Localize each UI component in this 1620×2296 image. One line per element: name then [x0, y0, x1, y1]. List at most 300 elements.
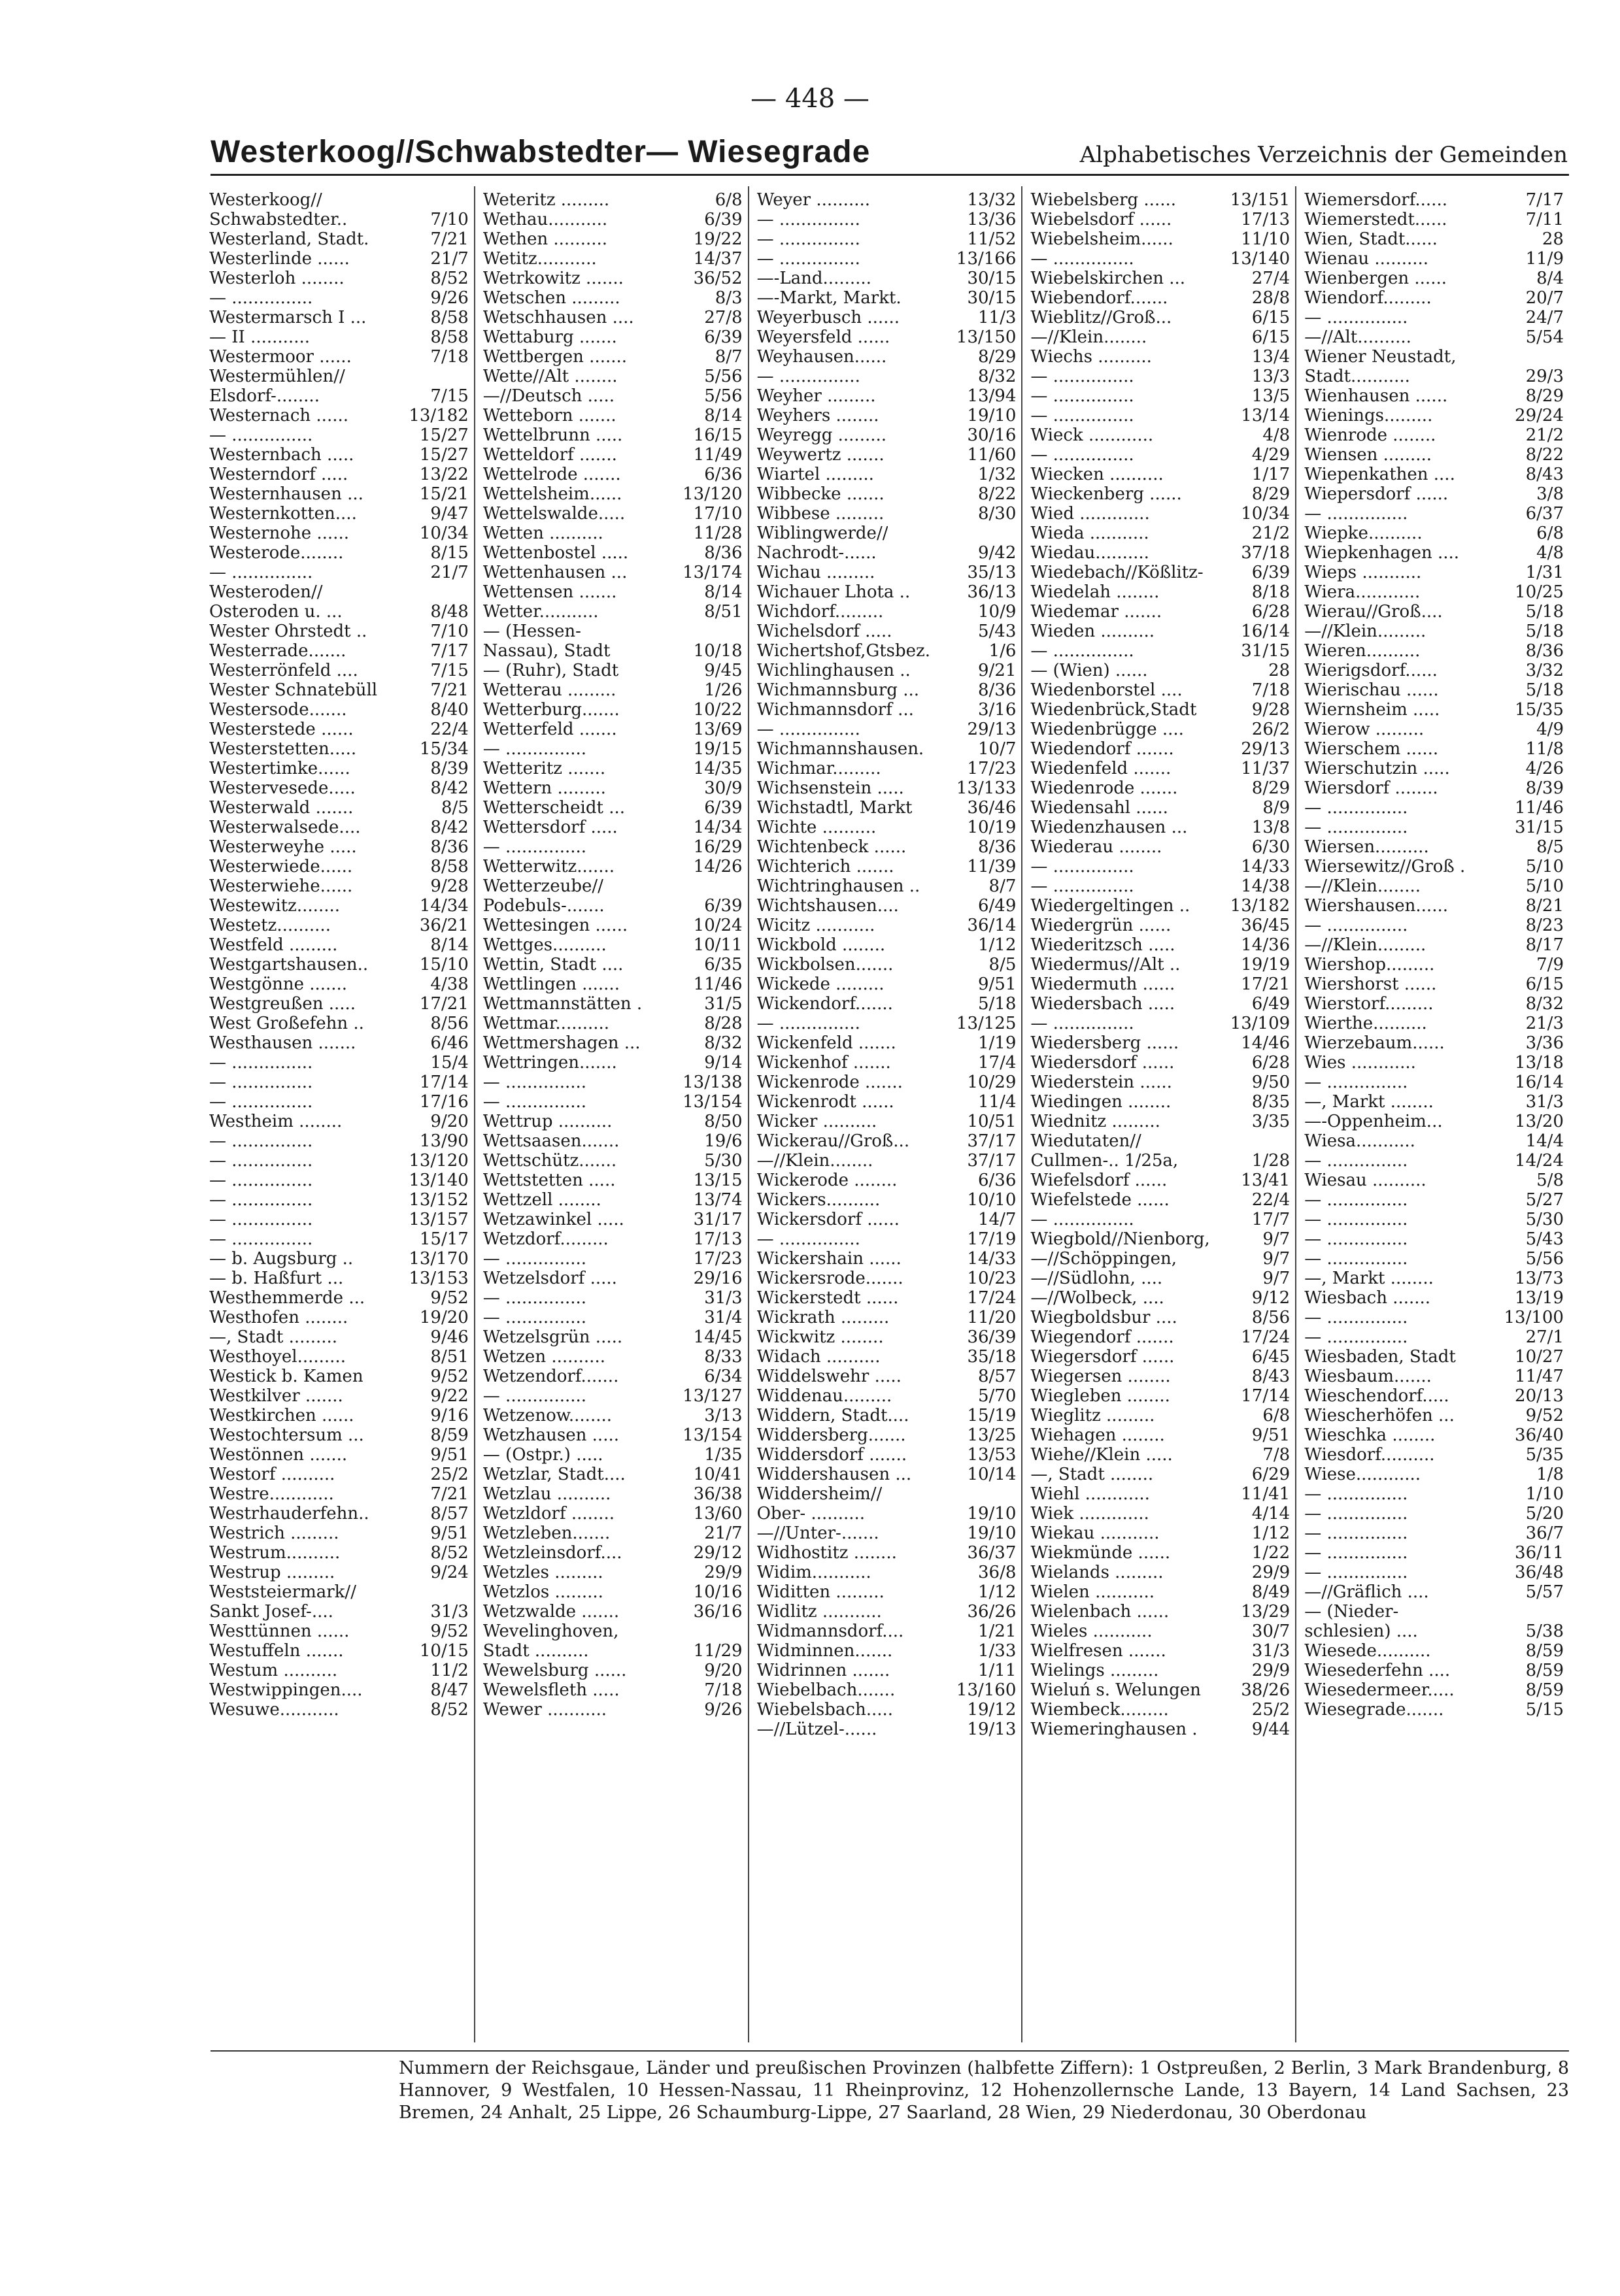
entry-code: 5/10 [1525, 876, 1564, 896]
index-entry [209, 1190, 469, 1210]
index-entry [483, 229, 743, 249]
entry-name: Wettaburg ....... [482, 327, 617, 347]
entry-code: 20/7 [1525, 288, 1564, 308]
entry-name: — ............... [756, 249, 860, 269]
entry-code: 6/8 [715, 190, 743, 210]
index-entry [1304, 1190, 1564, 1210]
entry-name: Wewelsfleth ..... [482, 1680, 620, 1700]
entry-name: Wiegersen ........ [1030, 1367, 1171, 1386]
entry-name: Westuffeln ....... [209, 1641, 344, 1661]
entry-name: Westre............ [209, 1484, 334, 1504]
entry-code: 9/44 [1251, 1720, 1291, 1739]
entry-name: —//Klein........ [756, 1151, 873, 1171]
index-entry [209, 778, 469, 798]
index-entry [1304, 1327, 1564, 1347]
entry-code [739, 876, 743, 896]
entry-name: —, Stadt ........ [1030, 1465, 1154, 1484]
index-entry [209, 1484, 469, 1504]
index-entry [757, 1622, 1017, 1641]
index-entry [483, 1661, 743, 1680]
entry-code: 17/19 [967, 1229, 1017, 1249]
entry-name: Wickenfeld ....... [756, 1033, 896, 1053]
entry-name: — ............... [482, 1073, 587, 1092]
index-entry [757, 288, 1017, 308]
entry-code: 9/52 [430, 1367, 469, 1386]
entry-code: 14/7 [978, 1210, 1017, 1229]
entry-code: 13/150 [956, 327, 1017, 347]
entry-code: 5/10 [1525, 857, 1564, 876]
entry-code: 8/9 [1262, 798, 1291, 818]
index-entry [757, 1151, 1017, 1171]
entry-name: Wiedenfeld ....... [1030, 759, 1172, 778]
entry-name: Westerode........ [209, 543, 344, 563]
entry-code: 13/166 [956, 249, 1017, 269]
index-entry [1030, 1425, 1290, 1445]
entry-name: Wiesbaum....... [1304, 1367, 1432, 1386]
index-entry [209, 1171, 469, 1190]
entry-code: 6/36 [704, 465, 743, 484]
entry-name: — ............... [1030, 876, 1134, 896]
entry-name: — ............... [1304, 1229, 1408, 1249]
entry-code: 1/10 [1525, 1484, 1564, 1504]
entry-code: 13/73 [1515, 1269, 1564, 1288]
entry-code: 14/34 [419, 896, 469, 916]
index-entry [1030, 857, 1290, 876]
entry-name: —//Lützel-...... [756, 1720, 877, 1739]
index-entry [1304, 269, 1564, 288]
index-entry [209, 661, 469, 680]
entry-code: 8/57 [430, 1504, 469, 1523]
entry-name: Wiek ............. [1030, 1504, 1149, 1523]
index-entry [1030, 229, 1290, 249]
entry-code: 6/39 [704, 210, 743, 229]
entry-name: Wicitz ........... [756, 916, 875, 935]
index-entry [757, 955, 1017, 974]
entry-name: Wettmar.......... [482, 1014, 610, 1033]
entry-name: Wied ............. [1030, 504, 1150, 524]
entry-name: West Großefehn .. [209, 1014, 364, 1033]
index-entry [483, 1269, 743, 1288]
entry-name: Wiesedermeer..... [1304, 1680, 1455, 1700]
entry-code [465, 1582, 469, 1602]
index-entry [483, 504, 743, 524]
entry-name: Wethau........... [482, 210, 608, 229]
index-entry [483, 857, 743, 876]
index-entry [483, 1092, 743, 1112]
entry-name: Wielings ......... [1030, 1661, 1159, 1680]
index-entry [1030, 1308, 1290, 1327]
index-entry [483, 837, 743, 857]
entry-name: Widitten ......... [756, 1582, 885, 1602]
entry-name: Westtünnen ...... [209, 1622, 350, 1641]
entry-code: 11/20 [967, 1308, 1017, 1327]
entry-code: 8/58 [430, 857, 469, 876]
entry-name: —//Südlohn, .... [1030, 1269, 1163, 1288]
entry-name: Westochtersum ... [209, 1425, 364, 1445]
entry-name: Wiedersbach ..... [1030, 994, 1175, 1014]
index-entry [209, 1425, 469, 1445]
index-entry [1030, 1504, 1290, 1523]
index-entry [1304, 1347, 1564, 1367]
entry-name: — ............... [1304, 1308, 1408, 1327]
entry-name: Wettringen....... [482, 1053, 617, 1073]
entry-code: 9/26 [430, 288, 469, 308]
entry-code: 8/29 [1251, 778, 1291, 798]
entry-code: 22/4 [1251, 1190, 1291, 1210]
entry-name: — ............... [756, 1014, 860, 1033]
entry-name: Wieck ............ [1030, 425, 1154, 445]
entry-name: Wiederitzsch ..... [1030, 935, 1175, 955]
index-entry [209, 1563, 469, 1582]
index-entry [757, 1386, 1017, 1406]
entry-name: Westum .......... [209, 1661, 338, 1680]
entry-code: 8/51 [430, 1347, 469, 1367]
index-entry [483, 1504, 743, 1523]
entry-code: 7/18 [704, 1680, 743, 1700]
index-entry [1304, 994, 1564, 1014]
entry-code: 7/15 [430, 661, 469, 680]
entry-code: 3/36 [1525, 1033, 1564, 1053]
entry-name: Wetzwalde ....... [482, 1602, 620, 1622]
entry-name: Wierigsdorf...... [1304, 661, 1438, 680]
entry-code: 9/20 [430, 1112, 469, 1131]
index-entry [757, 524, 1017, 543]
index-entry [1304, 190, 1564, 210]
entry-name: Wiedenborstel .... [1030, 680, 1183, 700]
entry-code: 13/120 [683, 484, 743, 504]
entry-name: —//Klein........ [1030, 327, 1147, 347]
index-entry [757, 425, 1017, 445]
entry-code: 5/18 [1525, 680, 1564, 700]
entry-name: Wielenbach ...... [1030, 1602, 1170, 1622]
entry-name: Westervesede..... [209, 778, 356, 798]
entry-code: 10/41 [693, 1465, 743, 1484]
entry-code: 10/27 [1515, 1347, 1564, 1367]
index-entry [1304, 1288, 1564, 1308]
index-entry [209, 700, 469, 720]
entry-code: 29/9 [1251, 1661, 1291, 1680]
entry-name: Westick b. Kamen [209, 1367, 363, 1386]
entry-code: 9/16 [430, 1406, 469, 1425]
entry-name: Wierischau ...... [1304, 680, 1439, 700]
entry-code: 11/60 [967, 445, 1017, 465]
entry-name: Wiedenzhausen ... [1030, 818, 1188, 837]
index-entry [483, 1347, 743, 1367]
entry-code: 6/29 [1251, 1465, 1291, 1484]
entry-name: Wesuwe........... [209, 1700, 339, 1720]
entry-code: 5/54 [1525, 327, 1564, 347]
index-entry [483, 1622, 743, 1641]
entry-name: Widminnen....... [756, 1641, 893, 1661]
index-entry [483, 955, 743, 974]
entry-name: Wiershop......... [1304, 955, 1435, 974]
index-entry [209, 896, 469, 916]
entry-name: Wiebelsdorf ...... [1030, 210, 1172, 229]
entry-name: Wette//Alt ........ [482, 367, 618, 386]
page-title: Westerkoog//Schwabstedter— Wiesegrade [211, 135, 871, 169]
entry-name: Wiesau .......... [1304, 1171, 1426, 1190]
entry-code: 31/3 [430, 1602, 469, 1622]
entry-name: —//Schöppingen, [1030, 1249, 1177, 1269]
index-entry [483, 190, 743, 210]
entry-name: Wielen ........... [1030, 1582, 1155, 1602]
index-entry [483, 1327, 743, 1347]
entry-name: Wetrkowitz ....... [482, 269, 624, 288]
entry-code: 17/24 [1241, 1327, 1291, 1347]
index-entry [1030, 1171, 1290, 1190]
entry-code: 8/15 [430, 543, 469, 563]
entry-code: 1/28 [1251, 1151, 1291, 1171]
entry-name: Westewitz........ [209, 896, 341, 916]
entry-name: Wiecken .......... [1030, 465, 1164, 484]
index-entry [1030, 1720, 1290, 1739]
entry-code: 36/39 [967, 1327, 1017, 1347]
index-entry [209, 1680, 469, 1700]
entry-name: Weyhausen...... [756, 347, 887, 367]
index-entry [1030, 700, 1290, 720]
index-entry [1030, 347, 1290, 367]
entry-name: Wiekau ........... [1030, 1523, 1160, 1543]
entry-code: 8/52 [430, 1700, 469, 1720]
index-entry [483, 798, 743, 818]
entry-name: Wetzlar, Stadt.... [482, 1465, 626, 1484]
entry-name: Nachrodt-...... [756, 543, 877, 563]
index-entry [757, 1073, 1017, 1092]
entry-name: Widach .......... [756, 1347, 881, 1367]
index-entry [1304, 425, 1564, 445]
index-entry [1304, 622, 1564, 641]
entry-code: 8/51 [704, 602, 743, 622]
index-entry [757, 1661, 1017, 1680]
entry-code: 13/19 [1515, 1288, 1564, 1308]
entry-code: 5/43 [1525, 1229, 1564, 1249]
entry-code: 8/43 [1525, 465, 1564, 484]
entry-code [739, 622, 743, 641]
entry-name: Wetschen ......... [482, 288, 620, 308]
index-entry [483, 1171, 743, 1190]
entry-code: 36/38 [693, 1484, 743, 1504]
index-entry [1304, 739, 1564, 759]
index-entry [757, 190, 1017, 210]
entry-code: 27/1 [1525, 1327, 1564, 1347]
entry-name: Wiensen ......... [1304, 445, 1432, 465]
entry-code: 31/15 [1515, 818, 1564, 837]
entry-name: Wiescherhöfen ... [1304, 1406, 1455, 1425]
index-entry [209, 1229, 469, 1249]
entry-name: Westfeld ......... [209, 935, 338, 955]
entry-name: Wettelbrunn ..... [482, 425, 623, 445]
entry-name: Wiebelsbach..... [756, 1700, 894, 1720]
index-entry [757, 700, 1017, 720]
entry-name: Westrhauderfehn.. [209, 1504, 369, 1523]
index-entry [757, 210, 1017, 229]
entry-name: Wichelsdorf ..... [756, 622, 892, 641]
entry-code: 36/45 [1241, 916, 1291, 935]
entry-code: 9/51 [1251, 1425, 1291, 1445]
entry-code: 13/94 [967, 386, 1017, 406]
index-entry [1030, 1210, 1290, 1229]
entry-name: Elsdorf-........ [209, 386, 320, 406]
entry-code: 14/26 [693, 857, 743, 876]
index-entry [1030, 1602, 1290, 1622]
entry-code: 17/4 [978, 1053, 1017, 1073]
entry-name: Westertimke...... [209, 759, 350, 778]
entry-name: Wiedenbrügge .... [1030, 720, 1184, 739]
index-entry [209, 308, 469, 327]
entry-name: Wettin, Stadt .... [482, 955, 624, 974]
entry-name: Wiemeringhausen . [1030, 1720, 1198, 1739]
entry-name: Wiedemar ....... [1030, 602, 1162, 622]
entry-code: 4/38 [430, 974, 469, 994]
entry-code: 1/17 [1251, 465, 1291, 484]
index-column-4 [1021, 186, 1295, 2042]
entry-name: —//Klein......... [1304, 622, 1426, 641]
index-entry [1030, 1249, 1290, 1269]
entry-name: — ............... [1030, 857, 1134, 876]
entry-code: 16/29 [693, 837, 743, 857]
entry-code: 17/14 [1241, 1386, 1291, 1406]
entry-code: 6/15 [1251, 308, 1291, 327]
entry-name: Wiener Neustadt, [1304, 347, 1457, 367]
entry-code: 13/174 [683, 563, 743, 582]
index-entry [483, 1543, 743, 1563]
entry-code: 19/12 [967, 1700, 1017, 1720]
index-entry [1304, 327, 1564, 347]
entry-code: 8/32 [704, 1033, 743, 1053]
index-entry [483, 778, 743, 798]
entry-name: Wichmar......... [756, 759, 881, 778]
index-entry [209, 406, 469, 425]
entry-code: 11/29 [693, 1641, 743, 1661]
index-entry [757, 1053, 1017, 1073]
entry-name: Wichertshof,Gtsbez. [756, 641, 931, 661]
entry-name: — ............... [482, 739, 587, 759]
entry-name: Westerstetten..... [209, 739, 357, 759]
index-entry [483, 1563, 743, 1582]
entry-code: 13/153 [409, 1269, 469, 1288]
entry-code: 6/15 [1251, 327, 1291, 347]
index-entry [209, 1249, 469, 1269]
entry-name: Wiegleben ........ [1030, 1386, 1170, 1406]
entry-code: 10/7 [978, 739, 1017, 759]
entry-code: 7/10 [430, 210, 469, 229]
index-entry [757, 1641, 1017, 1661]
entry-code: 10/10 [967, 1190, 1017, 1210]
index-entry [1030, 1641, 1290, 1661]
index-entry [209, 1504, 469, 1523]
entry-name: — ............... [209, 1171, 313, 1190]
entry-name: Wiepkenhagen .... [1304, 543, 1460, 563]
entry-name: Wiebendorf....... [1030, 288, 1168, 308]
entry-name: Wierschutzin ..... [1304, 759, 1450, 778]
entry-code: 31/17 [693, 1210, 743, 1229]
entry-code: 31/3 [1251, 1641, 1291, 1661]
entry-name: — ............... [756, 720, 860, 739]
entry-name: Wickerode ........ [756, 1171, 898, 1190]
entry-code: 36/26 [967, 1602, 1017, 1622]
index-entry [209, 1131, 469, 1151]
index-entry [1304, 1249, 1564, 1269]
index-entry [1304, 1445, 1564, 1465]
entry-code: 7/21 [430, 229, 469, 249]
index-entry [1030, 288, 1290, 308]
index-entry [1304, 563, 1564, 582]
entry-code: 21/2 [1251, 524, 1291, 543]
entry-name: Widdersberg....... [756, 1425, 906, 1445]
entry-name: Westhoyel......... [209, 1347, 346, 1367]
index-entry [483, 1151, 743, 1171]
entry-name: Westerland, Stadt. [209, 229, 369, 249]
entry-code: 9/28 [1251, 700, 1291, 720]
entry-name: Wiesdorf.......... [1304, 1445, 1435, 1465]
index-entry [1304, 916, 1564, 935]
index-entry [757, 308, 1017, 327]
entry-name: Westermarsch I ... [209, 308, 367, 327]
index-entry [1304, 1465, 1564, 1484]
entry-name: Wichterich ....... [756, 857, 894, 876]
entry-name: Weyregg ......... [756, 425, 887, 445]
index-entry [1030, 1327, 1290, 1347]
entry-name: Wienings......... [1304, 406, 1433, 425]
entry-code [465, 367, 469, 386]
entry-code: 8/39 [430, 759, 469, 778]
entry-name: Westerstede ...... [209, 720, 354, 739]
index-entry [757, 1523, 1017, 1543]
entry-code: 6/37 [1525, 504, 1564, 524]
entry-name: Wickers.......... [756, 1190, 881, 1210]
index-entry [1304, 661, 1564, 680]
entry-name: — ............... [209, 1151, 313, 1171]
entry-name: Wierau//Groß.... [1304, 602, 1443, 622]
entry-code: 19/10 [967, 406, 1017, 425]
entry-code: 6/39 [704, 798, 743, 818]
entry-name: Wetzlau .......... [482, 1484, 611, 1504]
index-entry [1030, 759, 1290, 778]
entry-code: 36/21 [419, 916, 469, 935]
index-entry [1304, 818, 1564, 837]
entry-name: —//Klein........ [1304, 876, 1421, 896]
index-entry [757, 1112, 1017, 1131]
entry-code: 7/15 [430, 386, 469, 406]
entry-name: — ............... [1030, 641, 1134, 661]
index-entry [209, 1543, 469, 1563]
entry-code: 13/182 [1230, 896, 1291, 916]
index-entry [1030, 1582, 1290, 1602]
entry-code: 36/13 [967, 582, 1017, 602]
index-entry [757, 1680, 1017, 1700]
entry-code: 14/45 [693, 1327, 743, 1347]
entry-code: 8/36 [978, 680, 1017, 700]
entry-code: 21/7 [430, 563, 469, 582]
entry-name: Wiedebach//Kößlitz- [1030, 563, 1204, 582]
entry-code: 16/15 [693, 425, 743, 445]
index-entry [757, 1465, 1017, 1484]
index-entry [1030, 680, 1290, 700]
entry-code: 30/15 [967, 269, 1017, 288]
index-entry [209, 229, 469, 249]
entry-code: 6/8 [1536, 524, 1564, 543]
entry-code: 8/4 [1536, 269, 1564, 288]
entry-code: 9/45 [704, 661, 743, 680]
entry-name: Wetzles ......... [482, 1563, 603, 1582]
index-entry [757, 1563, 1017, 1582]
entry-code: 7/9 [1536, 955, 1564, 974]
entry-name: Osteroden u. ... [209, 602, 343, 622]
entry-code [1560, 347, 1564, 367]
index-entry [1030, 367, 1290, 386]
entry-name: Wiersen.......... [1304, 837, 1429, 857]
entry-code: 22/4 [430, 720, 469, 739]
